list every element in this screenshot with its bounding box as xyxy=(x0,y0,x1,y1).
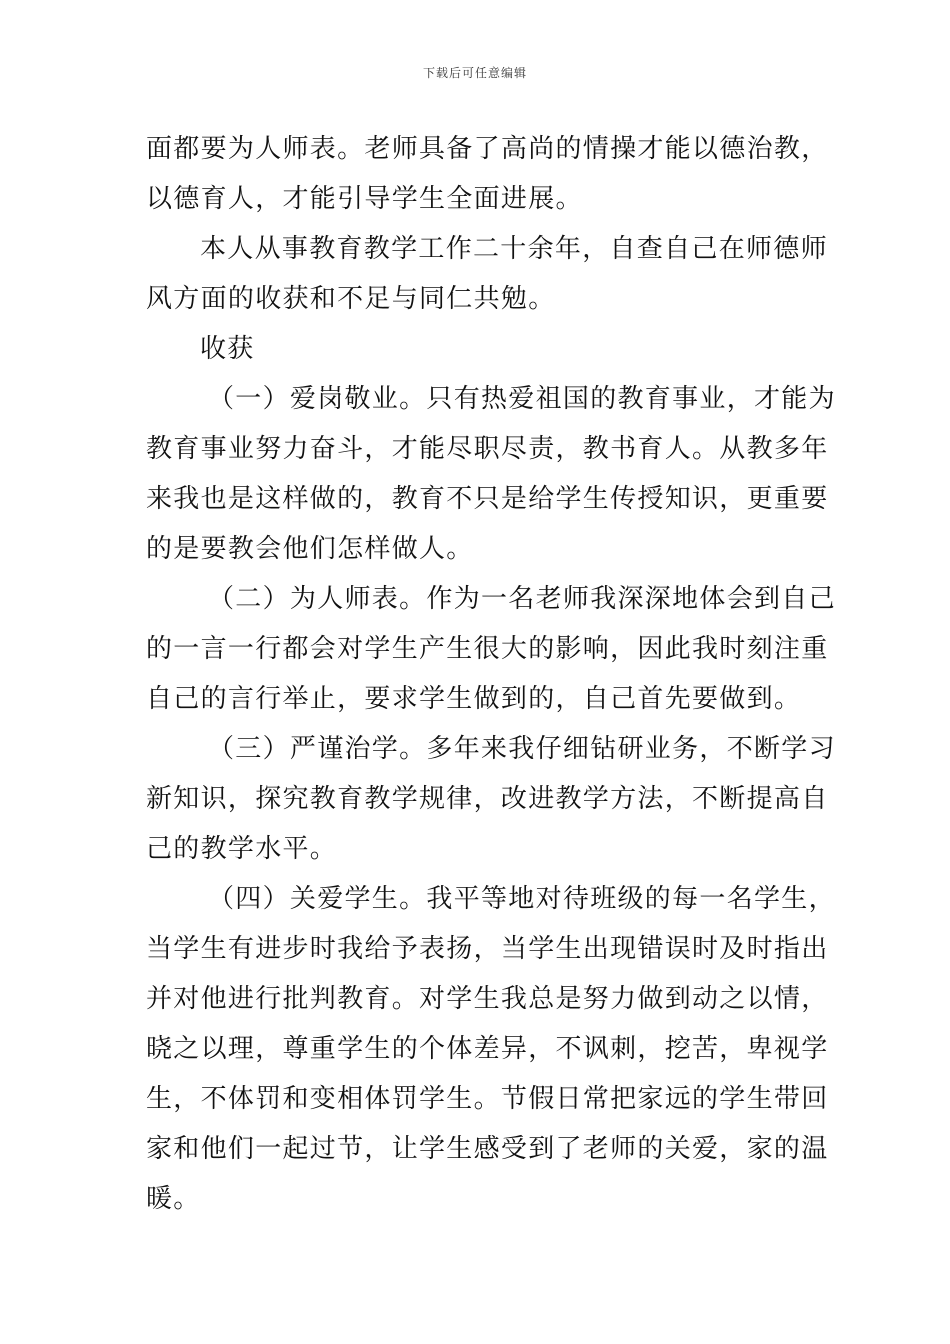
item-2-start: （二）为人师表。作为一名老师我深深地体会到自己 xyxy=(208,584,836,614)
text-line-12: 自己的言行举止，要求学生做到的，自己首先要做到。 xyxy=(146,684,802,714)
text-line-21: 家和他们一起过节，让学生感受到了老师的关爱，家的温 xyxy=(146,1134,829,1164)
paragraph-intro-start: 本人从事教育教学工作二十余年，自查自己在师德师 xyxy=(200,234,828,264)
page-header-note: 下载后可任意编辑 xyxy=(422,66,527,80)
text-line-11: 的一言一行都会对学生产生很大的影响，因此我时刻注重 xyxy=(146,634,829,664)
text-line-20: 生，不体罚和变相体罚学生。节假日常把家远的学生带回 xyxy=(146,1084,829,1114)
text-line-17: 当学生有进步时我给予表扬，当学生出现错误时及时指出 xyxy=(146,934,829,964)
section-heading-harvest: 收获 xyxy=(200,334,255,364)
text-line-15: 己的教学水平。 xyxy=(146,834,338,864)
text-line-2: 以德育人，才能引导学生全面进展。 xyxy=(146,184,583,214)
text-line-9: 的是要教会他们怎样做人。 xyxy=(146,534,474,564)
text-line-8: 来我也是这样做的，教育不只是给学生传授知识，更重要 xyxy=(146,484,829,514)
text-line-22: 暖。 xyxy=(146,1184,201,1214)
text-line-7: 教育事业努力奋斗，才能尽职尽责，教书育人。从教多年 xyxy=(146,434,829,464)
text-line-19: 晓之以理，尊重学生的个体差异，不讽刺，挖苦，卑视学 xyxy=(146,1034,829,1064)
text-line-4: 风方面的收获和不足与同仁共勉。 xyxy=(146,284,556,314)
item-1-start: （一）爱岗敬业。只有热爱祖国的教育事业，才能为 xyxy=(208,384,836,414)
document-body xyxy=(146,124,836,1224)
item-3-start: （三）严谨治学。多年来我仔细钻研业务，不断学习 xyxy=(208,734,836,764)
item-4-start: （四）关爱学生。我平等地对待班级的每一名学生， xyxy=(208,884,836,914)
text-line-18: 并对他进行批判教育。对学生我总是努力做到动之以情， xyxy=(146,984,829,1014)
text-line-1: 面都要为人师表。老师具备了高尚的情操才能以德治教， xyxy=(146,134,829,164)
text-line-14: 新知识，探究教育教学规律，改进教学方法，不断提高自 xyxy=(146,784,829,814)
